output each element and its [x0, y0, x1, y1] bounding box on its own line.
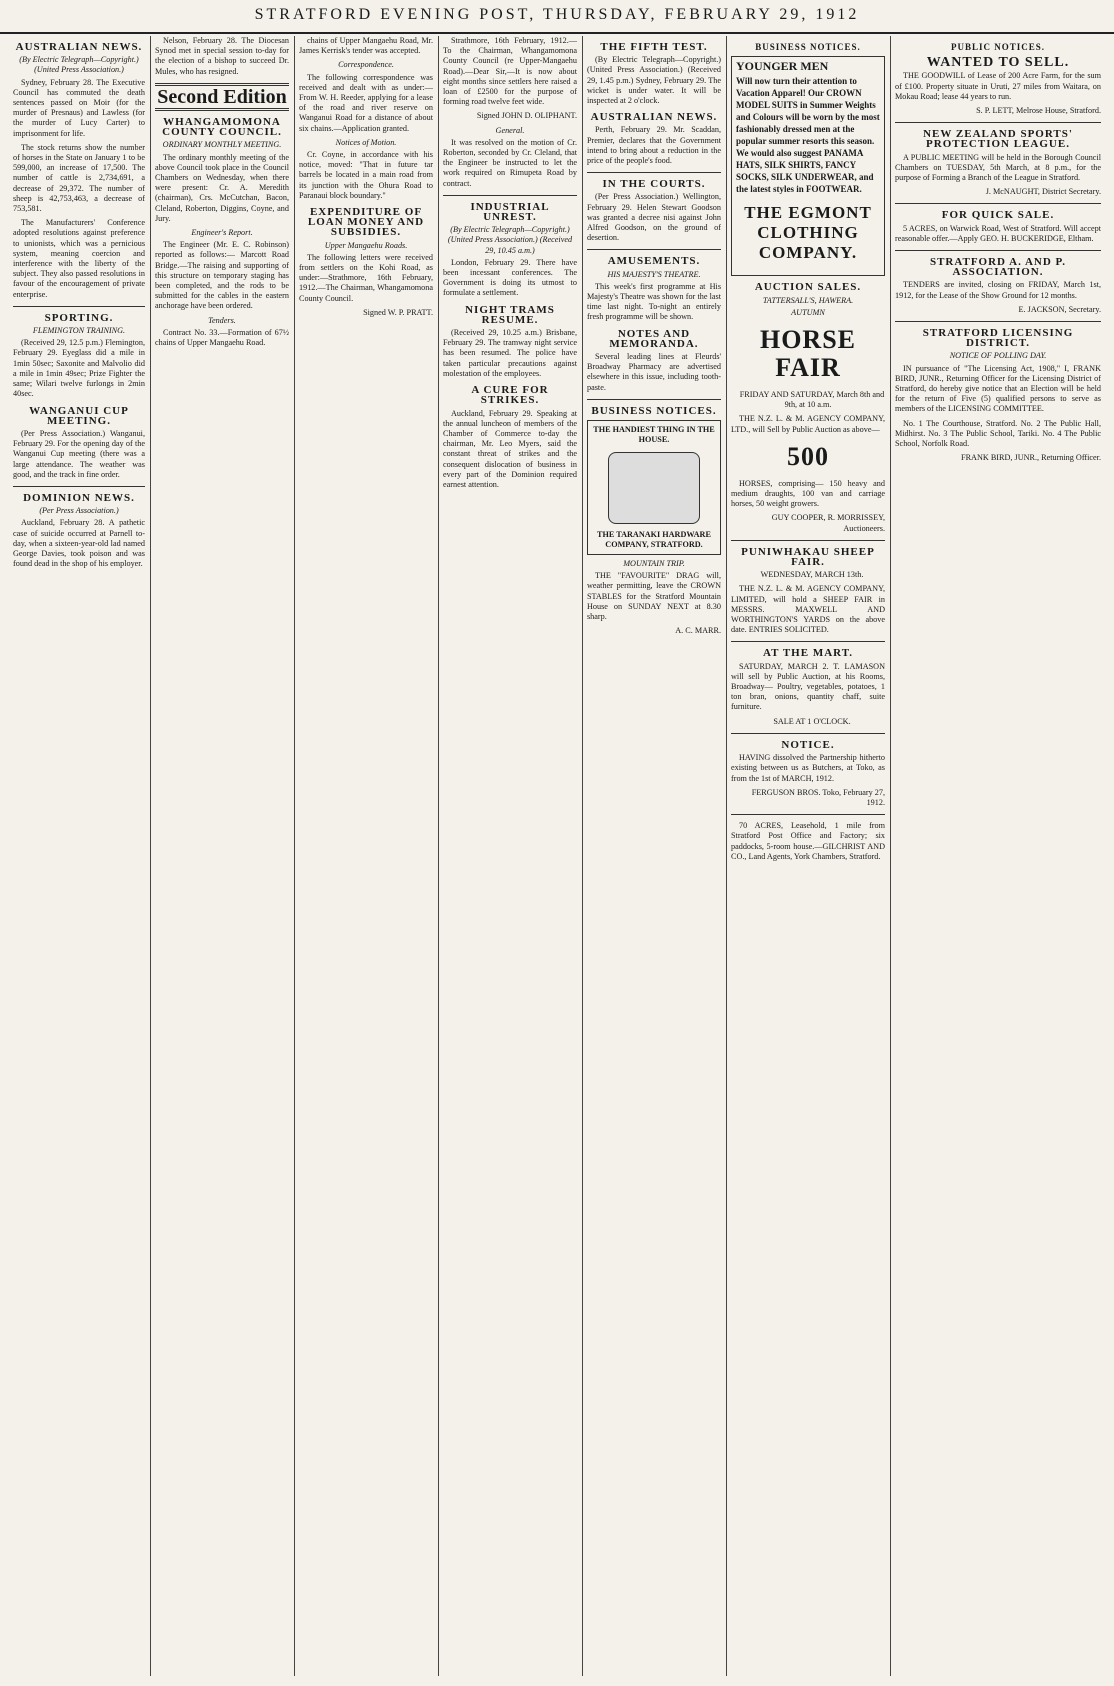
- article-text: chains of Upper Mangaehu Road, Mr. James Kerrisk's tender was accepted.: [299, 36, 433, 56]
- column-7: [892, 36, 1104, 1676]
- column-6: [728, 36, 888, 1676]
- section-header: PUBLIC NOTICES.: [950, 42, 1046, 52]
- column-1: [10, 36, 148, 1676]
- article-text: Cr. Coyne, in accordance with his notice, moved: "That in future tar barrels be located in a main road from its junction with the Ohura Road to Paranaui block boundary.": [299, 150, 433, 200]
- headline: IN THE COURTS.: [602, 178, 706, 191]
- article-text: THE N.Z. L. & M. AGENCY COMPANY, LTD., will Sell by Public Auction as above—: [731, 414, 885, 434]
- section-title: Second Edition: [157, 85, 287, 108]
- headline: NOTES AND MEMORANDA.: [609, 327, 699, 350]
- article-text: Strathmore, 16th February, 1912.— To the Chairman, Whangamomona County Council (re Upper-Mangaehu Road).—Dear Sir,—It is now about eight months since settlers here raised a loan of £2500 for the purpose of forming road twelve feet wide.: [443, 36, 577, 107]
- subhead: NOTICE OF POLLING DAY.: [949, 351, 1047, 361]
- article-text: The following correspondence was received and dealt with as under:— From W. H. Reeder, applying for a lease of the road and river reserve on Wanganui Road for a distance of about six chains.—Application granted.: [299, 72, 433, 133]
- headline: AUSTRALIAN NEWS.: [15, 41, 143, 53]
- section-header: BUSINESS NOTICES.: [755, 42, 861, 52]
- headline: WANTED TO SELL.: [926, 55, 1070, 71]
- polling-places-list: No. 1 The Courthouse, Stratford. No. 2 The Public Hall, Midhirst. No. 3 The Public School, Tariki. No. 4 The Public School, Norfolk Road.: [895, 418, 1101, 449]
- article-text: The stock returns show the number of horses in the State on January 1 to be 599,000, an increase of 17,500. The number of cattle is 2,734,691, a decrease of 29,372. The number of sheep is 42,753,463, a decrease of 753,581.: [13, 142, 145, 214]
- headline: THE FIFTH TEST.: [600, 41, 708, 53]
- masthead: STRATFORD EVENING POST, THURSDAY, FEBRUARY 29, 1912: [0, 0, 1114, 34]
- headline: STRATFORD LICENSING DISTRICT.: [922, 327, 1074, 350]
- article-text: THE GOODWILL of Lease of 200 Acre Farm, for the sum of £100. Property situate in Uruti, 27 miles from Waitara, on Mokau Road; lease 44 years to run.: [895, 71, 1101, 101]
- article-text: It was resolved on the motion of Cr. Roberton, seconded by Cr. Cleland, that the Engineer be instructed to let the work required on Rimupeta Road by contract.: [443, 137, 577, 188]
- signature: A. C. MARR.: [675, 626, 721, 636]
- subhead: Engineer's Report.: [191, 228, 253, 238]
- article-text: The Engineer (Mr. E. C. Robinson) reported as follows:— Marcott Road Bridge.—The raising and supporting of this structure on temporary staging has been completed, and the rods to be submitted for the cables in the eastern anchorage have been ordered.: [155, 240, 289, 311]
- article-text: WEDNESDAY, MARCH 13th.: [760, 570, 864, 580]
- signature: J. McNAUGHT, District Secretary.: [985, 187, 1101, 197]
- newspaper-page: [10, 36, 1104, 1676]
- signature: S. P. LETT, Melrose House, Stratford.: [976, 106, 1101, 116]
- signature: Signed JOHN D. OLIPHANT.: [476, 111, 577, 121]
- headline: AUSTRALIAN NEWS.: [590, 111, 718, 124]
- stove-illustration-icon: [608, 452, 700, 524]
- article-text: Several leading lines at Fleurds' Broadway Pharmacy are advertised elsewhere in this issue, including tooth-paste.: [587, 352, 721, 392]
- article-text: SATURDAY, MARCH 2. T. LAMASON will sell by Public Auction, at his Rooms, Broadway— Poultry, vegetables, potatoes, 1 ton bran, onions, quantity chaff, suite furniture.: [731, 661, 885, 712]
- signature: GUY COOPER, R. MORRISSEY, Auctioneers.: [771, 513, 885, 533]
- article-text: Auckland, February 28. A pathetic case of suicide occurred at Parnell to-day, when a sixteen-year-old lad named George Davies, took poison and was found dead in the shop of his employer.: [13, 518, 145, 569]
- subhead: Notices of Motion.: [335, 137, 397, 147]
- article-text: Sydney, February 28. The Executive Council has commuted the death sentences passed on Moir (for the murder of Presnaus) and Lawless (for the murder of Lucy Carter) to imprisonment for life.: [13, 77, 145, 138]
- headline: WHANGAMOMONA COUNTY COUNCIL.: [162, 116, 282, 139]
- article-text: London, February 29. There have been incessant conferences. The Government is doing its utmost to formulate a settlement.: [443, 257, 577, 298]
- article-text: THE "FAVOURITE" DRAG will, weather permitting, leave the CROWN STABLES for the Stratford Mountain House on SUNDAY NEXT at 8.30 sharp.: [587, 571, 721, 621]
- headline: AMUSEMENTS.: [607, 255, 701, 268]
- headline: NIGHT TRAMS RESUME.: [465, 303, 555, 326]
- headline: AT THE MART.: [763, 647, 853, 660]
- ad-company: THE TARANAKI HARDWARE COMPANY, STRATFORD.: [597, 529, 711, 549]
- headline: SPORTING.: [44, 311, 114, 324]
- article-text: FRIDAY AND SATURDAY, March 8th and 9th, at 10 a.m.: [739, 390, 885, 410]
- signature: FERGUSON BROS. Toko, February 27, 1912.: [751, 787, 885, 807]
- subhead: HIS MAJESTY'S THEATRE.: [607, 269, 701, 279]
- subhead: (Per Press Association.): [39, 506, 119, 516]
- article-text: (Per Press Association.) Wanganui, February 29. For the opening day of the Wanganui Cup meeting (there was a large attendance. The weather was good, and the track in fine order.: [13, 428, 145, 479]
- article-text: Nelson, February 28. The Diocesan Synod met in special session to-day for the election of a bishop to succeed Dr. Mules, who has resigned.: [155, 36, 289, 76]
- article-text: (Received 29, 10.25 a.m.) Brisbane, February 29. The tramway night service has been resumed. The police have taken particular precautions against molestation of the employees.: [443, 328, 577, 378]
- headline: AUCTION SALES.: [754, 281, 862, 294]
- headline: BUSINESS NOTICES.: [591, 404, 717, 417]
- signature: Signed W. P. PRATT.: [363, 307, 433, 317]
- headline: NEW ZEALAND SPORTS' PROTECTION LEAGUE.: [923, 128, 1073, 151]
- column-2: [152, 36, 292, 1676]
- subhead: FLEMINGTON TRAINING.: [32, 326, 126, 336]
- article-text: The ordinary monthly meeting of the above Council took place in the Council Chambers on Wednesday, when there were present: Cr. A. Meredith (chairman), Crs. McCutchan, Bacon, Cleland, Roberton, Diggins, Coyne, and Jury.: [155, 152, 289, 223]
- ad-title: YOUNGER MEN: [736, 59, 829, 74]
- article-text: Contract No. 33.—Formation of 67½ chains of Upper Mangaehu Road.: [155, 327, 289, 348]
- subhead: (By Electric Telegraph—Copyright.) (United Press Association.): [19, 55, 139, 75]
- article-text: Perth, February 29. Mr. Scaddan, Premier, declares that the Government intend to bring about a reduction in the price of the people's food.: [587, 125, 721, 166]
- column-4: [440, 36, 580, 1676]
- article-text: Auckland, February 29. Speaking at the annual luncheon of members of the Chamber of Commerce to-day the chairman, Mr. Leo Myers, said the constant threat of strikes and the consequent dislocation of business in every part of the Dominion required earnest attention.: [443, 408, 577, 489]
- article-text: IN pursuance of "The Licensing Act, 1908," I, FRANK BIRD, JUNR., Returning Officer for the Licensing District of Stratford, do hereby give notice that an Election will be held for the return of Five (5) qualified persons to serve as members of the LICENSING COMMITTEE.: [895, 363, 1101, 414]
- headline: STRATFORD A. AND P. ASSOCIATION.: [929, 256, 1067, 279]
- headline: NOTICE.: [781, 738, 835, 751]
- headline: EXPENDITURE OF LOAN MONEY AND SUBSIDIES.: [307, 206, 425, 239]
- subhead: TATTERSALL'S, HAWERA.: [762, 295, 854, 305]
- signature: FRANK BIRD, JUNR., Returning Officer.: [961, 453, 1101, 463]
- subhead: AUTUMN: [791, 307, 825, 317]
- subhead: Correspondence.: [338, 60, 394, 70]
- article-text: (By Electric Telegraph—Copyright.) (United Press Association.) (Received 29, 1.45 p.m.) Sydney, February 29. The wicket is under water. It will be inspected at 2 o'clock.: [587, 55, 721, 106]
- ad-title: THE HANDIEST THING IN THE HOUSE.: [593, 425, 715, 445]
- subhead: General.: [495, 125, 525, 135]
- article-text: This week's first programme at His Majesty's Theatre was shown for the last time last night. To-night an entirely fresh programme will be shown.: [587, 281, 721, 322]
- article-text: The Manufacturers' Conference adopted resolutions against preference to unionists, which was a pernicious system, meaning coercion and interference with the liberty of the subject. They also passed resolutions in favour of the encouragement of private enterprise.: [13, 218, 145, 299]
- subhead: Upper Mangaehu Roads.: [324, 240, 408, 250]
- signature: E. JACKSON, Secretary.: [1018, 304, 1101, 314]
- article-text: SALE AT 1 O'CLOCK.: [773, 716, 851, 726]
- headline: A CURE FOR STRIKES.: [471, 384, 549, 407]
- advertisement: [587, 420, 721, 555]
- article-text: A PUBLIC MEETING will be held in the Borough Council Chambers on TUESDAY, 5th March, at 8 p.m., for the purpose of Forming a Branch of the League in Stratford.: [895, 152, 1101, 183]
- article-text: THE N.Z. L. & M. AGENCY COMPANY, LIMITED, will hold a SHEEP FAIR in MESSRS. MAXWELL AND WORTHINGTON'S YARDS on the above date. ENTRIES SOLICITED.: [731, 584, 885, 635]
- horse-count: 500: [787, 441, 829, 471]
- article-text: The following letters were received from settlers on the Kohi Road, as under:—Strathmore, 16th February, 1912.—The Chairman, Whangamomona County Council.: [299, 252, 433, 303]
- subhead: (By Electric Telegraph—Copyright.) (United Press Association.) (Received 29, 10.45 a.m.): [447, 225, 573, 255]
- horse-fair-title: HORSE FAIR: [759, 325, 857, 383]
- column-5: [584, 36, 724, 1676]
- headline: FOR QUICK SALE.: [941, 209, 1055, 222]
- subhead: MOUNTAIN TRIP.: [623, 558, 685, 568]
- ad-company: THE EGMONT CLOTHING COMPANY.: [744, 203, 872, 263]
- article-text: HORSES, comprising— 150 heavy and medium draughts, 100 van and carriage horses, 50 weight growers.: [731, 478, 885, 509]
- article-text: (Per Press Association.) Wellington, February 29. Helen Stewart Goodson was granted a decree nisi against John Alfred Goodson, on the ground of desertion.: [587, 192, 721, 243]
- subhead: ORDINARY MONTHLY MEETING.: [162, 140, 282, 150]
- subhead: Tenders.: [208, 315, 236, 325]
- article-text: (Received 29, 12.5 p.m.) Flemington, February 29. Eyeglass did a mile in 1min 50sec; Saxonite and Malvolio did a mile in 1min 49sec; Prize Fighter the same; Wilari twelve furlongs in 2min 40sec.: [13, 338, 145, 399]
- headline: INDUSTRIAL UNREST.: [470, 200, 550, 224]
- article-text: 70 ACRES, Leasehold, 1 mile from Stratford Post Office and Factory; six paddocks, 5-room house.—GILCHRIST AND CO., Land Agents, York Chambers, Stratford.: [731, 821, 885, 861]
- article-text: HAVING dissolved the Partnership hitherto existing between us as Butchers, at Toko, as from the 1st of MARCH, 1912.: [731, 753, 885, 783]
- advertisement-egmont: [731, 56, 885, 276]
- article-text: TENDERS are invited, closing on FRIDAY, March 1st, 1912, for the Lease of the Show Ground for 12 months.: [895, 280, 1101, 300]
- column-3: [296, 36, 436, 1676]
- headline: WANGANUI CUP MEETING.: [29, 404, 129, 427]
- ad-text: Will now turn their attention to Vacation Apparel! Our CROWN MODEL SUITS in Summer Weights and Colours will be worn by the most fashionably dressed men at the popular summer resorts this season. We would also suggest PANAMA HATS, SILK SHIRTS, FANCY SOCKS, SILK UNDERWEAR, and the latest styles in FOOTWEAR.: [736, 76, 880, 195]
- article-text: 5 ACRES, on Warwick Road, West of Stratford. Will accept reasonable offer.—Apply GEO. H. BUCKERIDGE, Eltham.: [895, 223, 1101, 243]
- headline: DOMINION NEWS.: [23, 491, 135, 504]
- headline: PUNIWHAKAU SHEEP FAIR.: [741, 545, 875, 569]
